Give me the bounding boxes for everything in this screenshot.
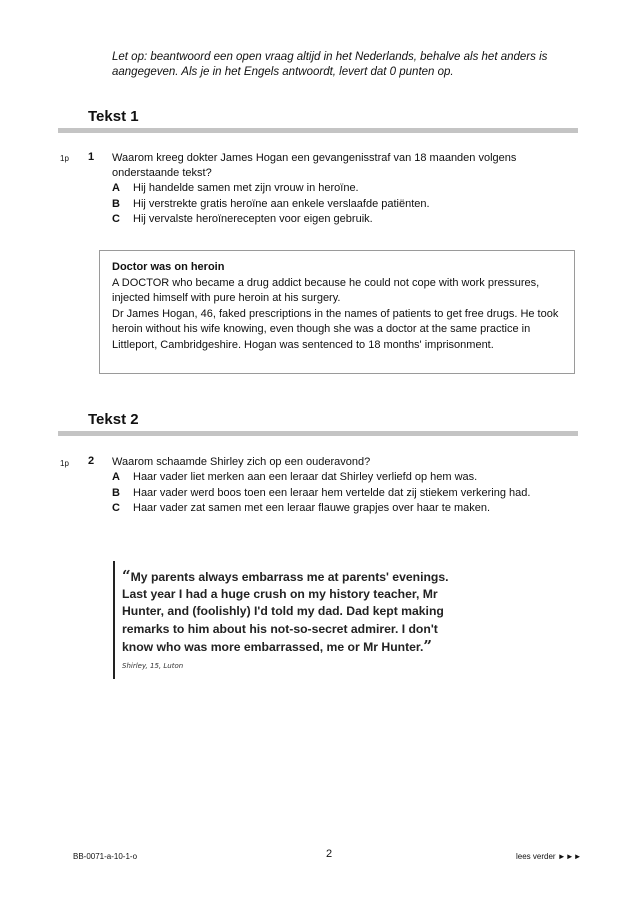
option-c bbox=[112, 501, 552, 517]
section-divider bbox=[58, 431, 578, 436]
section-divider bbox=[58, 128, 578, 133]
option-text: Haar vader werd boos toen een leraar hem vertelde dat zij stiekem verkering had. bbox=[133, 486, 531, 499]
answer-options bbox=[112, 470, 552, 517]
section-title-tekst-1: Tekst 1 bbox=[88, 108, 139, 125]
option-letter: B bbox=[112, 486, 120, 499]
question-number: 1 bbox=[88, 151, 95, 163]
question-text: Waarom kreeg dokter James Hogan een gevangenisstraf van 18 maanden volgens onderstaande tekst? bbox=[112, 152, 517, 179]
article-paragraph: Dr James Hogan, 46, faked prescriptions in the names of patients to get free drugs. He took heroin without his wife knowing, even though she was a doctor at the same practice in Littleport, Cambridgeshire. Hogan was sentenced to 18 months' imprisonment. bbox=[112, 307, 559, 351]
option-text: Haar vader zat samen met een leraar flauwe grapjes over haar te maken. bbox=[133, 502, 491, 514]
option-text: Haar vader liet merken aan een leraar dat Shirley verliefd op hem was. bbox=[133, 471, 478, 483]
quote-attribution: Shirley, 15, Luton bbox=[122, 662, 184, 671]
option-text: Hij vervalste heroïnerecepten voor eigen gebruik. bbox=[133, 213, 373, 225]
close-quote-mark: ” bbox=[423, 636, 433, 655]
question-score: 1p bbox=[60, 459, 69, 468]
answer-options bbox=[112, 181, 552, 228]
open-quote-mark: “ bbox=[122, 567, 131, 585]
option-b bbox=[112, 486, 552, 502]
option-b bbox=[112, 197, 552, 213]
question-text: Waarom schaamde Shirley zich op een ouderavond? bbox=[112, 456, 371, 468]
option-a bbox=[112, 181, 552, 197]
option-letter: A bbox=[112, 182, 120, 194]
instruction-notice: Let op: beantwoord een open vraag altijd in het Nederlands, behalve als het anders is aangegeven. Als je in het Engels antwoordt, levert dat 0 punten op. bbox=[112, 51, 548, 78]
option-c bbox=[112, 212, 552, 228]
option-text: Hij handelde samen met zijn vrouw in heroïne. bbox=[133, 182, 359, 194]
option-text: Hij verstrekte gratis heroïne aan enkele verslaafde patiënten. bbox=[133, 197, 430, 210]
exam-code: BB-0071-a-10-1-o bbox=[73, 852, 138, 861]
section-title-tekst-2: Tekst 2 bbox=[88, 411, 139, 428]
option-letter: C bbox=[112, 213, 120, 225]
article-box bbox=[99, 250, 575, 374]
quote-text: My parents always embarrass me at parents' evenings. Last year I had a huge crush on my history teacher, Mr Hunter, and (foolishly) I'd told my dad. Dad kept making remarks to him about his not-so-secret admirer. I don't know who was more embarrassed, me or Mr Hunter. bbox=[122, 570, 449, 654]
option-letter: B bbox=[112, 197, 120, 210]
page-number: 2 bbox=[326, 848, 333, 860]
option-a bbox=[112, 470, 552, 486]
continue-note: lees verder ►►► bbox=[516, 852, 582, 861]
article-paragraph: A DOCTOR who became a drug addict because he could not cope with work pressures, injected himself with pure heroin at his surgery. bbox=[112, 276, 540, 304]
question-number: 2 bbox=[88, 455, 95, 467]
quote-block bbox=[122, 568, 452, 675]
article-title: Doctor was on heroin bbox=[112, 261, 225, 273]
question-score: 1p bbox=[60, 154, 69, 163]
option-letter: A bbox=[112, 471, 120, 483]
quote-bar bbox=[113, 561, 115, 679]
option-letter: C bbox=[112, 502, 120, 514]
